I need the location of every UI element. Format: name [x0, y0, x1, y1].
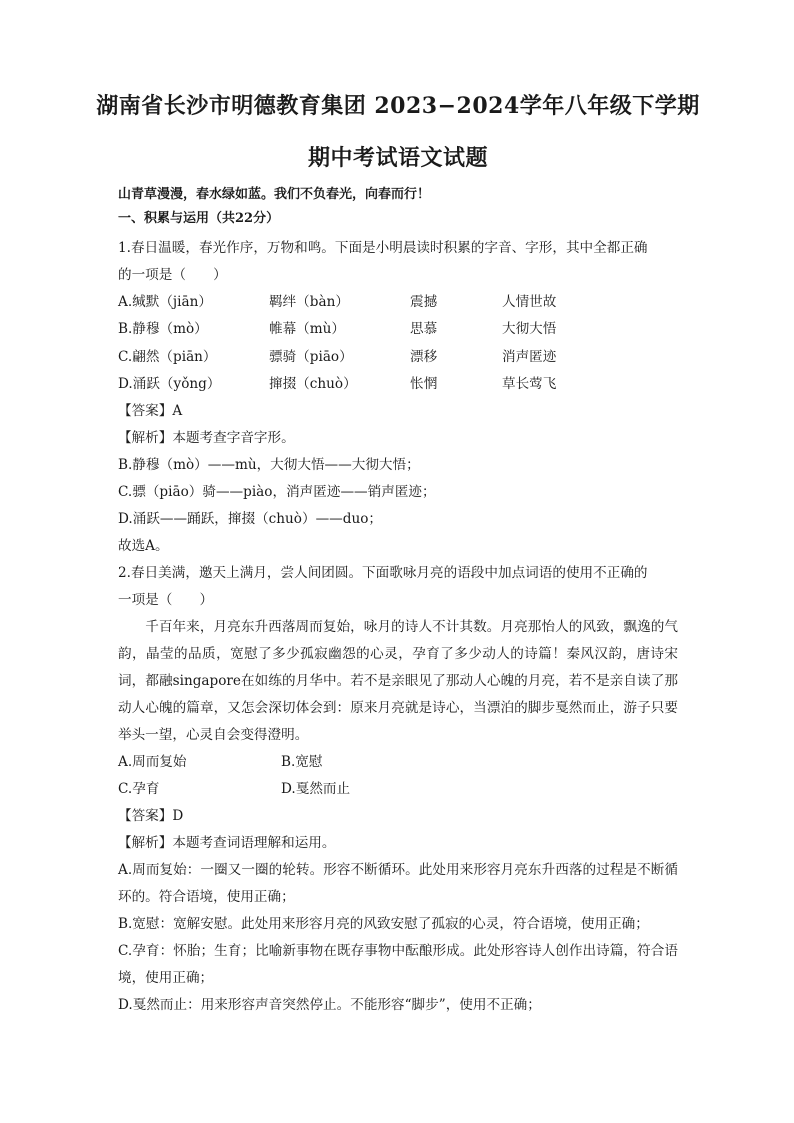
- q2-stem-line-1: 2.春日美满，邀天上满月，尝人间团圆。下面歌咏月亮的语段中加点词语的使用不正确的: [118, 565, 648, 582]
- q1-option-a-1: A.缄默（jiān）: [118, 294, 212, 310]
- q1-option-row: [118, 289, 678, 316]
- q1-answer: 【答案】A: [118, 403, 183, 420]
- q1-option-d-1: D.涌跃（yǒng）: [118, 375, 221, 392]
- q1-analysis-line: C.骠（piāo）骑——piào，消声匿迹——销声匿迹；: [118, 484, 436, 501]
- q2-analysis-line: D.戛然而止：用来形容声音突然停止。不能形容“脚步”，使用不正确；: [118, 997, 541, 1014]
- q1-option-a-3: 震撼: [410, 294, 438, 310]
- title-line-1: 湖南省长沙市明德教育集团 2023−2024学年八年级下学期: [96, 93, 700, 119]
- q2-passage: 千百年来，月亮东升西落周而复始，咏月的诗人不计其数。月亮那怡人的风致，飘逸的气韵，晶莹的品质，宽慰了多少孤寂幽怨的心灵，孕育了多少动人的诗篇！秦风汉韵，唐诗宋词，都融singapore在如练的月华中。若不是亲眼见了那动人心魄的月亮，若不是亲自读了那动人心魄的篇章，又怎会深切体会到：原来月亮就是诗心，当漂泊的脚步戛然而止，游子只要举头一望，心灵自会变得澄明。: [118, 619, 678, 744]
- q1-option-d-3: 怅惘: [410, 375, 438, 392]
- q1-option-a-2: 羁绊（bàn）: [269, 294, 349, 310]
- q2-analysis-line: A.周而复始：一圈又一圈的轮转。形容不断循环。此处用来形容月亮东升西落的过程是不断循环的。符合语境，使用正确；: [118, 862, 678, 906]
- q1-option-c-2: 骠骑（piāo）: [269, 348, 353, 365]
- q1-option-a-4: 人情世故: [502, 294, 557, 310]
- q2-option-row: [118, 776, 678, 803]
- motto: 山青草漫漫，春水绿如蓝。我们不负春光，向春而行！: [118, 187, 431, 202]
- q1-option-row: [118, 344, 678, 371]
- q2-answer: 【答案】D: [118, 808, 184, 825]
- q2-stem-line-2: 一项是（ ）: [118, 592, 214, 609]
- q2-option-c: C.孕育: [118, 781, 160, 798]
- q2-analysis-line: B.宽慰：宽解安慰。此处用来形容月亮的风致安慰了孤寂的心灵，符合语境，使用正确；: [118, 916, 649, 933]
- q2-analysis-line: C.孕育：怀胎；生育；比喻新事物在既存事物中酝酿形成。此处形容诗人创作出诗篇，符合语境，使用正确；: [118, 943, 678, 987]
- q1-option-c-3: 漂移: [410, 348, 438, 365]
- q1-analysis-line: B.静穆（mò）——mù，大彻大悟——大彻大悟；: [118, 457, 420, 474]
- document-page: [96, 92, 700, 1019]
- q1-analysis-line: 【解析】本题考查字音字形。: [118, 430, 295, 447]
- q1-analysis-line: D.涌跃——踊跃，撺掇（chuò）——duo；: [118, 511, 382, 528]
- q1-stem-line-1: 1.春日温暖，春光作序，万物和鸣。下面是小明晨读时积累的字音、字形，其中全都正确: [118, 240, 648, 256]
- q2-option-row: [118, 749, 678, 776]
- q1-option-b-2: 帷幕（mù）: [269, 321, 346, 338]
- q1-option-row: [118, 371, 678, 398]
- q1-option-b-1: B.静穆（mò）: [118, 321, 208, 338]
- q1-stem-line-2: 的一项是（ ）: [118, 267, 227, 283]
- q2-option-b: B.宽慰: [281, 754, 323, 771]
- q1-option-b-3: 思慕: [410, 321, 438, 338]
- q1-option-b-4: 大彻大悟: [502, 321, 557, 338]
- q1-option-d-4: 草长莺飞: [502, 375, 557, 392]
- title-line-2: 期中考试语文试题: [307, 145, 488, 171]
- q1-option-d-2: 撺掇（chuò）: [269, 375, 357, 392]
- q2-analysis-line: 【解析】本题考查词语理解和运用。: [118, 835, 336, 852]
- q1-analysis-line: 故选A。: [118, 538, 169, 555]
- q2-option-a: A.周而复始: [118, 754, 187, 771]
- q2-option-d: D.戛然而止: [281, 781, 351, 798]
- q1-option-c-4: 消声匿迹: [502, 348, 557, 365]
- section-heading: 一、积累与运用（共22分）: [118, 211, 280, 226]
- q1-option-row: [118, 316, 678, 343]
- q1-option-c-1: C.翩然（piān）: [118, 348, 217, 365]
